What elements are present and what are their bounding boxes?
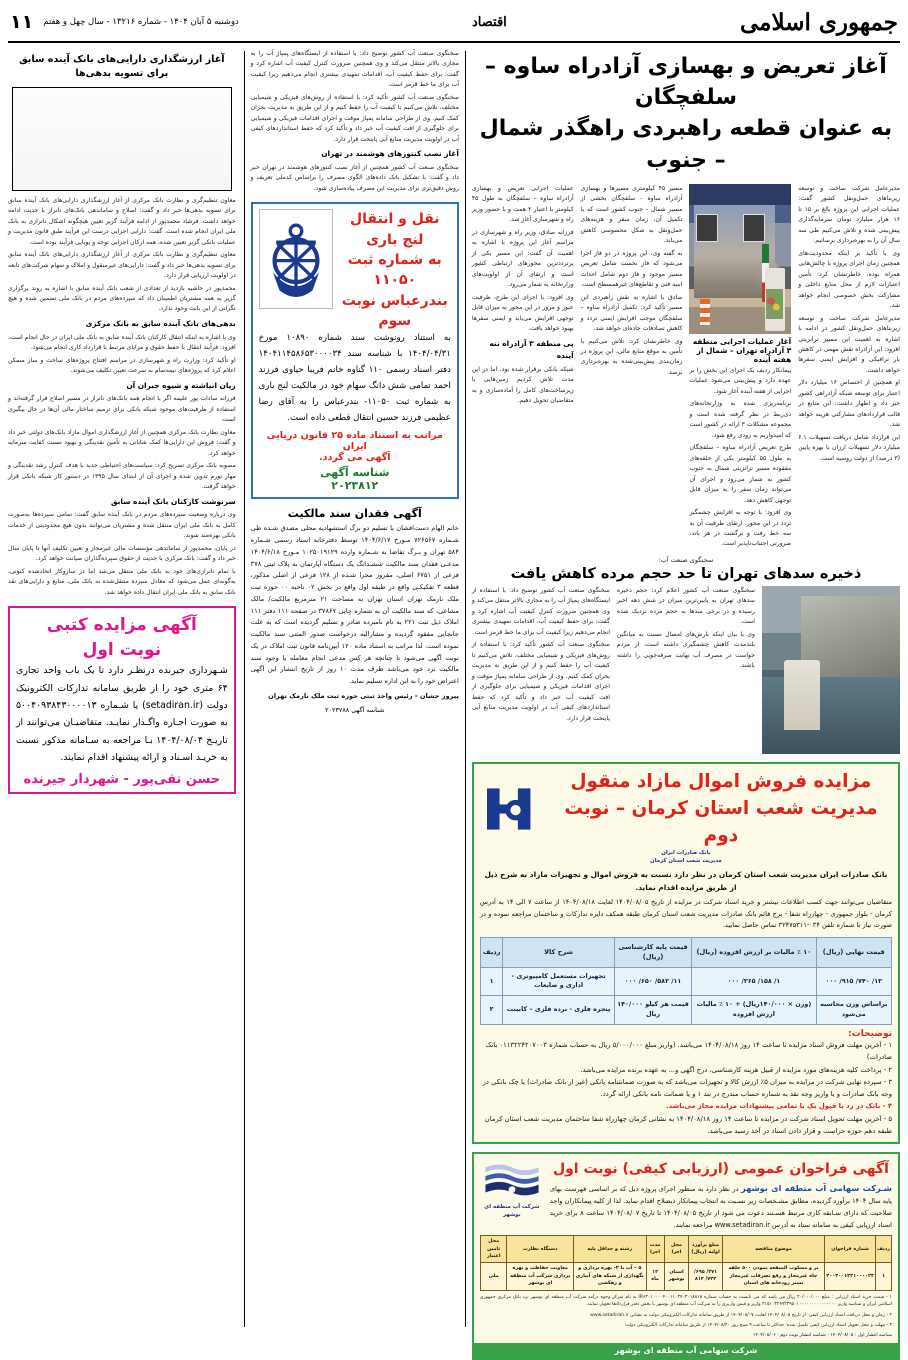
paragraph: فرزانه صادق، وزیر راه و شهرسازی در مراسم آغاز این پروژه با اشاره به اهمیت آن گفت: این مسیر یکی از پرترددترین محورهای ارتباطی کشور است و ارتقای آن از اولویت‌های وزارتخانه به شمار می‌رود.	[471, 228, 574, 289]
cell-item-desc: تجهیزات مستعمل کامپیوتری - اداری و ضایعات	[503, 967, 614, 996]
th-location: محل اجرا	[664, 1236, 689, 1263]
ad-lanj-transfer	[251, 202, 459, 499]
cell-funding: ملی	[480, 1263, 507, 1290]
right-lead-photo	[12, 87, 232, 191]
ad-jirandeh-body: شـهرداری جیرنده درنظـر دارد تا یک باب واحد تجاری ۶۴ متری خود را از طریق سامانه تدارکات الکترونیک دولت (setadiran.ir) یا شـماره ۵۰۰۴۰۹۳۸۴۳۰۰۰۰۱۳ به صورت اجـاره واگـذار نمایـد. متقاضیـان می‌توانند از تاریـخ ۱۴۰۴/۰۸/۰۴ بـا مراجعه به سـامانه مذکور نسبت به خریـد اسـناد و ارائه پیشنهاد اقدام نمایند.	[16, 665, 228, 764]
ad-jirandeh-auction	[8, 606, 236, 794]
dam-col2-text	[617, 586, 755, 672]
ad-lanj-title: نقل و انتقال لنج باری به شماره ثبت ۱۱۰۵۰ بندرعباس نوبت سوم	[341, 211, 448, 329]
th-vat: ۱۰ ٪ مالیات بر ارزش افزوده (ریال)	[692, 938, 816, 967]
right-lead-headline: آغاز ارزشگذاری دارایی‌های بانک آینده سابق برای تسویه بدهی‌ها	[19, 54, 225, 80]
ad-saderat-logo-caption: بانک صادرات ایران مدیریت شعب استان کرمان	[650, 850, 722, 865]
dam-col1-text	[472, 586, 610, 724]
page-content	[0, 43, 908, 1355]
ad-saderat-note-5: ۵ - آخرین مهلت تحویل اسناد شرکت در مزایده تا ساعت ۱۴ روز ۱۴۰۴/۰۸/۱۸ به نشانی کرمان چهارراه شفا ساختمان مدیریت شعب استان کرمان طبقه دهم حوزه حراست و قرار دادن اسناد در آخذ رسید می‌باشد.	[484, 1114, 892, 1135]
cell-grade: ۵ – آب با ۳- بهره برداری و نگهداری از شبکه های آبیاری و زهکشی	[573, 1263, 646, 1290]
ad-bushehr-tender	[472, 1152, 900, 1360]
paragraph: معاون تنظیم‌گری و نظارت بانک مرکزی از آغاز ارزشگذاری دارایی‌های بانک آینده سابق برای تسویه بدهی‌ها خبر داد و گفت: اصلاح و ساماندهی بانک‌های ناتراز با جدیت ادامه خواهد داشت. فرشاد محمدپور از ادامه فرآیند گزیر تعیین هیچگونه اشکال ناترازی به بانک ملی ایران انجام شده است. گفت: دارایی اجرایی درست این فرآیند طبق قانون مدیریت و عملیات بانکی گزیر تعیین شده، همه ارکان اجرایی توجه و پویایی فرآیند بوده است.	[8, 196, 236, 246]
th-funding: محل تامین اعتبار	[480, 1236, 507, 1263]
right-subhead-1: بدهی‌های بانک آینده سابق به بانک مرکزی	[85, 318, 236, 328]
ad-sanad-notice	[251, 507, 459, 713]
ad-jirandeh-signature: حسن تقی‌پور - شهردار جیرنده	[23, 771, 221, 787]
cell-item-desc: پنجره فلزی - نرده فلزی – کابینت	[503, 996, 614, 1025]
anchor-icon	[263, 215, 329, 303]
th-supervisor: دستگاه نظارت	[507, 1236, 573, 1263]
table-row	[480, 996, 891, 1025]
article-column-2	[581, 184, 683, 552]
ad-bushehr-title: آگهی فراخوان عمومی (ارزیابی کیفی) نوبت اول	[552, 1161, 889, 1178]
ad-bushehr-org: شـرکت سهامی آب منطقه ای بوشهر	[741, 1183, 892, 1194]
right-column	[8, 49, 238, 1329]
ad-saderat-note-2: ۲ - پرداخت کلیه هزینه‌های مورد مزایده از قبیل هزینه کارشناسی، درج آگهی و... به عهده برنده مزایده می‌باشد.	[580, 1065, 892, 1074]
dam-col-1	[472, 586, 610, 754]
article-col3-text	[689, 366, 791, 550]
ad-bushehr-note-1: ۱ - قیمت خرید اسناد ارزیابی : مبلغ ۲۰/۰۰۰/۰۰۰ ریال می باشد که می بایست به حساب شماره IR۶۳۰۱۰۰۰۰۴۰۰۱۱۰۳۴۰۳۰۱۸۸۱۸ به نام تمرکز وجوه درآمد شرکت آب منطقه ای بوشهر نزد بانک مرکزی جمهوری اسلامی ایران و شناسه واریز ۳۱۵۱۰۳۲۴۷۲۳۹۵۰۱۰۰۰۰۰۰۰۰۰۰۰۰۰۰۰ واریز و فیش واریزی را به شرکت آب منطقه ای بوشهر یا بخش دفتر قراردادها تحویل نمایند.	[479, 1294, 892, 1308]
ad-saderat-title: مزایده فروش اموال مازاد منقول مدیریت شعب استان کرمان – نوبت دوم	[564, 770, 878, 846]
bank-saderat-logo	[480, 782, 542, 836]
cell-supervisor: معاونت حفاظت و بهره برداری شرکت آب منطقه ای بوشهر	[507, 1263, 573, 1290]
paragraph: وی با بیان اینکه بارش‌های امسال نسبت به میانگین بلندمدت کاهش چشمگیری داشته است، از مردم خواست در مصرف آب نهایت صرفه‌جویی را داشته باشند.	[616, 630, 755, 670]
issue-date: دوشنبه ۵ آبان ۱۴۰۴ - شماره ۱۳۲۱۶ - سال چهل و هفتم	[43, 17, 239, 27]
paragraph: با تمام ناترازی‌های خود به بانک ملی منتقل می‌شد اما در سازوکار اتخاذ‌شده کنونی، به‌گونه‌ای عمل می‌شود که معادل سپرده منتقل‌شده به بانک ملی، منابع و دارایی‌های نقد بانک سابق به بانک ملی ایران انتقال داده خواهد شد.	[8, 567, 236, 596]
th-grade: رشته و حداقل پایه	[573, 1236, 646, 1263]
ad-bushehr-body: در نظر دارد به منظور اجرای پروژه ذیل که بر اساسی فهرست بهای پایه سال ۱۴۰۴ برآورد گردیده، مطابق مشـخصات زیر نسـبت به انتخاب پیمانکار ذیصلاح اقدام نماید. لذا از کلیه پیمانکاران واجد صلاحیت که دارای سـابقه کاری مرتبط هسـتند دعوت می شود از تاریخ ۱۴۰۴/۰۸/۰۵ تا تاریخ ۱۴۰۴/۰۸/۰۷ ساعت ۸ برای خرید اسناد ارزیابی کیفی به سامانه ستاد به آدرس www.setadiran.ir مراجعه نمایند.	[549, 1185, 893, 1229]
ad-bushehr-code: شناسه انتشار اول : ۱۴۰۴/۰۸/۰۵ - شناسه انتشار نوبت دوم : ۱۴۰۴/۰۸/۰۶	[752, 1332, 892, 1338]
ad-saderat-auction	[472, 762, 900, 1144]
paragraph: او همچنین از اختصاص ۱۶ میلیارد دلار اعتبار برای توسعه شبکه آزادراهی کشور خبر داد و اظهار داشت: این منابع در قالب قراردادهای مشارکتی هزینه خواهد شد.	[798, 379, 900, 429]
section-title: اقتصاد	[472, 14, 507, 30]
ad-lanj-body: به استناد رونوشت سند شماره ۱۰۸۹۰ مورخ ۱۴۰۴/۰۴/۳۱ با شناسه سند ۱۴۰۴۱۱۴۵۸۶۵۳۰۰۰۰۳۴ دفتر اسناد رسمی ۱۱۰ گناوه خانم فریبا حیاوی فرزند احمد تمامی شش دانگ سهام خود در مالکیت لنج باری به شماره ثبت ۱۱۰۵۰- بندرعباس را به آقای رضا عظیمی فرزند حسین انتقال قطعی داده است.	[258, 333, 451, 423]
ad-lanj-code: شناسه آگهی ۲۰۲۳۸۱۲	[320, 466, 390, 493]
cell-location: استان بوشهر	[664, 1263, 689, 1290]
article-col2-text	[581, 184, 683, 378]
paragraph: سخنگوی صنعت آب کشور همچنین از آغاز نصب کنتورهای هوشمند در تهران خبر داد و گفت: با تشکیل بانک داده‌های الگوی مصرف را براساس کدملی تعریف و روش دقیق‌تری برای مدیریت این مصرف پیاده‌سازی شود.	[250, 163, 459, 192]
paragraph: مدیرعامل شرکت ساخت و توسعه زیربناهای حمل‌ونقل کشور گفت: عملیات اجرایی این پروژه بالغ بر ۱۵ تا ۱۶ هزار میلیارد تومان سرمایه‌گذاری پیش‌بینی شده و تلاش می‌کنیم طی سه سال آن را به بهره‌برداری برسانیم.	[798, 184, 900, 245]
ad-bushehr-body-wrap	[550, 1181, 892, 1231]
cell-duration: ۱۲ ماه	[646, 1263, 664, 1290]
cell-row-no: ۲	[480, 996, 503, 1025]
paragraph: طرح تعریض آزادراه ساوه – سلفچگان به طول ۵۵ کیلومتر یکی از حلقه‌های مفقوده مسیر ترانزیتی شمال به جنوب کشور به شمار می‌رود و اجرای آن می‌تواند زمان سفر را به میزان قابل توجهی کاهش دهد.	[689, 444, 792, 504]
ad-sanad-signature: پیروز حشان - رئیس واحد ثبتی حوزه ثبت ملک نارمک تهران	[268, 691, 459, 700]
paragraph: شبکه بانکی برقرار شده بود. اما در این مدت تلاش کردیم زمین‌هایی با زیرساخت‌های کامل را آماده‌سازی و به متقاضیان تحویل دهیم.	[471, 365, 574, 405]
paragraph: سخنگوی صنعت آب کشور تأکید کرد: با استفاده از روش‌های فیزیکی و شیمیایی مختلف، تلاش می‌کنیم تا کیفیت آب را حفظ کنیم و از این طریق به مدیریت بحران کمک کنیم. وی از طراحی سامانه پمپاژ موقت و اجرای اقدامات فیزیکی و شیمیایی برای جلوگیری از افت کیفیت آب خبر داد و تأکید کرد که حفظ استانداردهای کیفی آب در اولویت مدیریت منابع آبی پایتخت قرار دارد.	[250, 93, 459, 143]
ad-saderat-body: متقاضیان می‌توانند جهت کسب اطلاعات بیشتر و خرید اسناد شرکت در مزایده از تاریخ ۱۴۰۴/۰۸/۰۵ لغایت ۱۴۰۴/۰۸/۱۸ از ساعت ۷ الی ۱۴ به آدرس کرمان - بلوار جمهوری - چهارراه شفا - برج قائم بانک صادرات مدیریت شعب استان کرمان طبقه همکف دایره تدارکات و ساختمان مراجعه نموده و در صورت نیاز با شماره تلفن ۰۳۴-۳۲۴۷۵۳۱۱ تماس حاصل نمایید.	[479, 897, 892, 930]
anchor-logo	[259, 209, 333, 309]
paragraph: وی افزود: با توجه به افزایش چشمگیر تردد در این محور، ارتقای ظرفیت آن به سه خط رفت و برگشت در هر باند، ضرورتی اجتناب‌ناپذیر است.	[689, 509, 792, 548]
paragraph: سخنگوی صنعت آب کشور تأکید کرد: با استفاده از روش‌های فیزیکی و شیمیایی مختلف، تلاش می‌کنیم تا کیفیت آب را حفظ کنیم و از این طریق به مدیریت بحران کمک کنیم. وی از طراحی سامانه پمپاژ موقت و اجرای اقدامات فیزیکی و شیمیایی برای جلوگیری از افت کیفیت آب خبر داد و تأکید کرد که حفظ استانداردهای کیفی آب در اولویت مدیریت منابع آبی پایتخت قرار دارد.	[471, 641, 610, 722]
traffic-cone-icon	[700, 299, 710, 325]
ad-saderat-note-3: ۳ - سپرده نهایی شرکت در مزایده به میزان ۵٪ ارزش کالا و تجهیزات می‌باشد که به صورت ضمانتنامه بانکی (غیر از بانک صادرات) یا چک بانکی در وجه بانک صادرات و یا واریز وجه نقد به شماره حساب مندرج در بند ۱ و یا ضمانت نامه بانکی ارائه گردد.	[482, 1077, 892, 1099]
paragraph: مصوبه بانک مرکزی تصریح کرد: سیاست‌های احتیاطی جدید با هدف کنترل رشد نقدینگی و مهار تورم تدوین شده و اجرای آن از ابتدای سال ۱۳۹۵ در دستور کار شبکه بانکی قرار خواهد گرفت.	[8, 462, 236, 491]
paragraph: پیمانکار ردیف یک اجرای این بخش را بر عهده دارد و پیش‌بینی می‌شود عملیات اجرایی از هفته آینده آغاز شود.	[689, 366, 792, 395]
th-row-no: ردیف	[876, 1236, 892, 1263]
portrait-icon	[696, 214, 718, 242]
paragraph: وی با اشاره به اینکه انتقال کارکنان بانک آینده سابق به بانک ملی ایران در حال انجام است، افزود: فرآیند انتقال با حفظ حقوق و مزایای مرتبط با قرارداد کاری انجام می‌شود.	[8, 333, 236, 352]
article-column-3	[689, 184, 791, 552]
th-row-no: ردیف	[480, 938, 503, 967]
mid-text-top	[251, 49, 459, 194]
th-subject: موضوع مناقصه	[722, 1236, 825, 1263]
paragraph: سخنگوی صنعت آب کشور اعلام کرد: حجم ذخیره سدهای تهران به پایین‌ترین میزان در شش دهه اخیر رسیده و در برخی سدها به حجم مرده نزدیک شده است.	[616, 586, 755, 626]
page-number: ۱۱	[10, 11, 34, 33]
table-header-row	[480, 1236, 891, 1263]
dam-headline: ذخیره سدهای تهران تا حد حجم مرده کاهش یافت	[510, 565, 862, 582]
right-subhead-2: زیان انباشته و شیوه جبران آن	[126, 380, 236, 390]
paragraph: وی با تأکید بر اینکه محدودیت‌های همچنین زمان اجرای پروژه با چالش‌هایی همراه بوده، خاطرنشان کرد: تأمین اعتبارات لازم از محل منابع داخلی و مشارکت بخش خصوصی انجام خواهد شد.	[798, 249, 900, 310]
masthead	[0, 0, 908, 40]
ad-sanad-body: خانم الهام دست‌افشان با تسلیم دو برگ استشهادیه محلی مصدق شـده طی شـماره ۷۲۶۵۶۷ مـورخ ۱۴۰۴/۶/۱۷ توسط دفترخانه اسناد رسمی شـماره ۵۸۴ تهران و بـرگ تقاضا به شـماره وارده ۱۰۲۵۰۱۹۱۲۹ مـورخ ۱۴۰۴/۶/۱۸ مدعـی فقدان سند مالکیت ششـدانگ یک دستگاه آپارتمان به پلاک ثبتی ۳۷۸ فرعی از ۶۷۵۱ اصلی، مفروز مجزا شـده از ۱۲۸ فرعی از اصلی مذکور، قطعه ۳ تفکیکـی واقع در طبقه اول واقع در بخش ۰۲ ناحیه ۰۰ حوزه ثبت ملک نارمک تهران استان تهران به مساحت ۲۱ مترمربع مالکیت/ مالک مشاعی، که سند مالکیت آن به شماره چاپی ۳۷۸۶۷ در صفحه ۱۱۱ دفتر ۱۱۱ املاک ذیل ثبت ۲۲۱ به نام نامبرده صادر و تسلیم گردیده است که به علت جابجایی مفقود گردیده و مشارالیه درخواست صدور المثنی سند مالکیت نموده است. لذا مراتب به استناد ماده ۱۲۰ آیین‌نامه قانون ثبت املاک در یک نوبت آگهی می‌شود تا چنانچه هر کس مدعی انجام معامله یا وجود سند مالکیت نزد خود می‌باشد ظرف مدت ۱۰ روز از تاریخ انتشار این آگهی اعتراض خود را به این اداره تسلیم نماید.	[250, 524, 459, 686]
article-subhead-2: پی منطقه ۳ آزادراه نته آینده	[489, 338, 574, 361]
water-shape	[762, 677, 900, 754]
cell-vat: (وزن × ۱۴۰/۰۰۰ریال) + ۱۰ ٪ مالیات ارزش افزوده	[692, 996, 816, 1025]
cell-base-price: قیمت هر کیلو ۱۴۰/۰۰۰ ریال	[614, 996, 692, 1025]
column-divider	[244, 51, 245, 1327]
paragraph: مدیرعامل شرکت ساخت و توسعه زیربناهای حمل‌ونقل کشور در ادامه با اشاره به اهمیت این مسیر ترانزیتی افزود: این آزادراه نقش مهمی در کاهش بار ترافیکی و افزایش ایمنی سفرها خواهد داشت.	[798, 314, 900, 374]
main-headline: آغاز تعریض و بهسازی آزادراه ساوه – سلفچگان به عنوان قطعه راهبردی راهگذر شمال – جنوب	[479, 54, 893, 173]
th-base-price: قیمت پایه کارشناسی (ریال)	[614, 938, 692, 967]
paragraph: این قرارداد شامل دریافت تسهیلات ۶.۱ میلیارد دلار تسهیلات ارزان با بهره پایین (۳ درصد) از دولت روسیه است.	[798, 433, 900, 462]
ad-saderat-note-4: ۴ - بانک در رد یا قبول یک یا تمامی پیشنهادات مزایده مجاز می‌باشد.	[666, 1102, 892, 1111]
dam-tower-shape	[784, 660, 820, 731]
paragraph: معاون نظارت بانک مرکزی همچنین از آغاز ارزشگذاری اموال مازاد بانک‌های دولتی خبر داد و گفت: فروش این دارایی‌ها کمک شایانی به تأمین نقدینگی و بهبود نسبت کفایت سرمایه خواهد کرد.	[8, 428, 236, 457]
paragraph: در پایان، محمدپور از ساماندهی مؤسسات مالی غیرمجاز و تعیین تکلیف آنها تا پایان سال خبر داد و گفت: بانک مرکزی با جدیت از حقوق سپرده‌گذاران صیانت خواهد کرد.	[8, 544, 236, 563]
paragraph: عملیات اجرایی تعریض و بهسازی آزادراه ساوه – سلفچگان به طول ۴۵ کیلومتر با اعتبار ۲ همت و با حضور وزیر راه و شهرسازی آغاز شد.	[471, 184, 574, 224]
article-subhead-1: آغاز عملیات اجرایی منطقه ۳ آزادراه تهران – شمال از هفته آینده	[692, 336, 792, 364]
article-col1-text	[472, 184, 574, 407]
cell-tender-no: ۲۰۰۴۰۰۱۴۳۱۰۰۰۰۲۳	[825, 1263, 876, 1290]
cell-base-price: ۱۱/ ۵۸۲/ ۶۵۰/ ۰۰۰	[614, 967, 692, 996]
masthead-date-group	[10, 11, 239, 33]
ad-bushehr-footer: شرکت سهامی آب منطقه ای بوشهر	[474, 1343, 898, 1358]
cell-vat: ۱/ ۱۵۸/ ۲۶۵/ ۰۰۰	[692, 967, 816, 996]
middle-column	[251, 49, 459, 1329]
ceremony-photo	[689, 184, 791, 334]
ad-saderat-table	[480, 937, 892, 1025]
paragraph: محمدپور در حاشیه بازدید از تعدادی از شعب بانک آینده سابق با اشاره به روند برگزاری گزیر به همه مشتریان اطمینان داد که سپرده‌های مردم در بانک ملی تضمین شده و هیچ نگرانی از این بابت وجود ندارد.	[8, 284, 236, 313]
article-column-4	[798, 184, 900, 552]
column-divider	[465, 51, 466, 1327]
paragraph: سخنگوی صنعت آب کشور توضیح داد: با استفاده از ایستگاه‌های پمپاژ آب را به مجازی بالاتر منتقل می‌کند و وی همچنین ضرورت کنترل کیفیت آب اشاره کرد و گفت: برای حفظ کیفیت آب، اقدامات تمهیدی بیشتری انجام می‌دهیم زیرا کیفیت آب برای ما خط قرمز است.	[250, 50, 459, 89]
portrait-icon	[743, 214, 765, 242]
th-item-desc: شرح کالا	[503, 938, 614, 967]
ad-bushehr-note-3: ۳ - مهلت و محل تحویل اسناد ارزیابی کیفی تکمیل شده: حداکثر تا ساعت ۹ صبح روز ۱۴۰۴/۰۸/۲۰ از طریق سامانه تدارکات الکترونیکی دولت	[625, 1323, 892, 1329]
paragraph: فرزانه سادات پور علیمه اگر با انجام همه بانک‌های ناتراز در مسیر اصلاح قرار گرفته‌اند و استفاده از ظرفیت‌های موجود شبکه بانکی برای ترمیم ساختار مالی آن‌ها در حال پیگیری است.	[8, 395, 236, 424]
newspaper-title: جمهوری اسلامی	[740, 8, 898, 36]
paragraph: وی افزود: با اجرای این طرح، ظرفیت عبور و مرور در این محور به میزان قابل توجهی افزایش می‌یابد و ایمنی سفرها بهبود خواهد یافت.	[471, 293, 574, 333]
ad-lanj-footer: مراتب به استناد ماده ۲۵ قانون دریایی ایران آگهی می گردد.	[266, 430, 443, 464]
bushehr-water-logo	[480, 1159, 544, 1219]
table-row	[480, 1263, 891, 1290]
ad-sanad-code: شناسه آگهی ۲۰۲۳۷۸۸	[325, 705, 385, 714]
table-header-row	[480, 938, 891, 967]
th-duration: مدت اجرا	[646, 1236, 664, 1263]
dam-article-columns	[472, 586, 900, 754]
paragraph: معاون تنظیم‌گری و نظارت بانک مرکزی از آغاز ارزشگذاری دارایی‌های بانک آینده سابق برای تسویه بدهی‌ها خبر داد و گفت: دارایی‌های غیرمنقول و املاک و سهام شرکت‌های تابعه در اولویت ارزیابی قرار دارد.	[8, 251, 236, 280]
ad-bushehr-note-2: ۲ - زمان و محل دریافت اسناد ارزیابی کیفی: از تاریخ ۱۴۰۴/۰۸/۰۵ لغایت ۱۴۰۴/۰۸/۰۷ از طریق سامانه تدارکات الکترونیکی دولت به نشانی www.setadiran.ir	[590, 1312, 892, 1318]
dam-col-3	[762, 586, 900, 754]
bushehr-logo-caption: شرکت آب منطقه ای بوشهر	[484, 1204, 540, 1219]
cell-final-price: براساس وزن محاسبه می‌شود	[816, 996, 892, 1025]
ad-saderat-note-1: ۱ - آخرین مهلت فروش اسناد مزایده تا ساعت ۱۴ روز ۱۴۰۴/۰۸/۱۸ می‌باشد. (واریز مبلغ ۵/۰۰۰/۰۰۰ ریال به حساب شماره ۰۱۱۳۲۲۴۲۰۷۰۰۳ بانک صادرات)	[485, 1041, 892, 1062]
cell-row-no: ۱	[876, 1263, 892, 1290]
paragraph: به گفته وی، این پروژه در دو فاز اجرا می‌شود که فاز نخست شامل تعریض مسیر موجود و فاز دوم شامل احداث ابنیه فنی و تقاطع‌های غیرهمسطح است.	[580, 249, 683, 289]
ad-sanad-title: آگهی فقدان سند مالکیت	[287, 507, 422, 521]
flowers-shape	[766, 289, 783, 319]
ad-saderat-header	[480, 769, 892, 849]
ad-saderat-notes-title: توضیحات:	[848, 1029, 892, 1040]
ad-bushehr-table	[480, 1235, 892, 1290]
paragraph: وی خاطرنشان کرد: تلاش می‌کنیم با تأمین به موقع منابع مالی، این پروژه در زمان‌بندی پیش‌بینی‌شده به بهره‌برداری برسد.	[580, 337, 683, 376]
cell-final-price: ۱۲/ ۷۴۰/ ۹۱۵/ ۰۰۰	[816, 967, 892, 996]
cell-row-no: ۱	[480, 967, 503, 996]
cell-estimate: ۲۷۱/ ۶۹۵/ ۷۴۲/ ۸۱۲	[689, 1263, 722, 1290]
paragraph: وی درباره وضعیت سپرده‌های مردم در بانک آینده سابق گفت: تمامی سپرده‌ها به‌صورت کامل به بانک ملی ایران منتقل شده و مشتریان می‌توانند بدون هیچ محدودیتی از خدمات بانکی بهره‌مند شوند.	[8, 511, 236, 540]
article-col4-text	[798, 184, 900, 464]
th-tender-no: شماره فراخوان	[825, 1236, 876, 1263]
left-column	[471, 49, 900, 1355]
right-subhead-3: سرنوشت کارکنان بانک آینده سابق	[110, 496, 236, 506]
table-row	[480, 967, 891, 996]
water-waves-icon	[483, 1159, 541, 1199]
saderat-logo-icon	[482, 785, 540, 833]
cell-subject: پر و مسلوب المنفعه نمودن ۵۰۰ حلقه چاه غیرمجاز و رفع تصرفات غیرمجاز بستر رودخانه های استان	[722, 1263, 825, 1290]
right-column-text	[8, 196, 236, 598]
paragraph: او تأکید کرد: وزارت راه و شهرسازی در مراسم افتتاح پروژه‌های ساخت و ساز مسکن اعلام کرد که پروژه‌های نیمه‌تمام به سرعت تعیین تکلیف می‌شوند.	[8, 356, 236, 375]
paragraph: برنامه‌ریزی شده به وزارتخانه‌های ذی‌ربط در نظر گرفته شده است و مجموعه مشکلات ۳ ارائه در کشور است که امیدواریم به زودی رفع شود.	[689, 400, 792, 439]
ad-jirandeh-title: آگهی مزایده کتبی نوبت اول	[46, 614, 197, 660]
dam-photo	[762, 586, 900, 754]
ad-saderat-intro: بانک صادرات ایران مدیریت شعب استان کرمان در نظر دارد نسبت به فروش اموال و تجهیزات مازاد به شرح ذیل از طریق مزایده اقدام نماید.	[484, 869, 888, 892]
paragraph: سخنگوی صنعت آب کشور توضیح داد: با استفاده از ایستگاه‌های پمپاژ آب را به مجازی بالاتر منتقل می‌کند و وی همچنین ضرورت کنترل کیفیت آب اشاره کرد و گفت: برای حفظ کیفیت آب، اقدامات تمهیدی بیشتری انجام می‌دهیم زیرا کیفیت آب برای ما خط قرمز است.	[471, 586, 610, 636]
dam-kicker: سخنگوی صنعت آب:	[658, 555, 714, 564]
main-article-columns	[472, 184, 900, 552]
th-final-price: قیمت نهایی (ریال)	[816, 938, 892, 967]
paragraph: صادق با اشاره به نقش راهبردی این مسیر تأکید کرد: تکمیل آزادراه ساوه – سلفچگان موجب افزایش ایمنی تردد و کاهش تصادفات جاده‌ای خواهد شد.	[580, 293, 683, 333]
dam-subhead-1: آغاز نصب کنتورهای هوشمند در تهران	[321, 149, 459, 159]
article-column-1	[472, 184, 574, 552]
dam-col-2	[617, 586, 755, 754]
paragraph: مسیر ۴۵ کیلومتری مسیرها و بهسازی آزادراه ساوه - سلفچگان بخشی از مسیر شمال - جنوب کشور است که با تکمیل آن، زمان سفر و هزینه‌های حمل‌ونقل به شکل محسوسی کاهش می‌یابد.	[580, 184, 683, 245]
th-estimate: مبلغ برآورد اولیه (ریال)	[689, 1236, 722, 1263]
